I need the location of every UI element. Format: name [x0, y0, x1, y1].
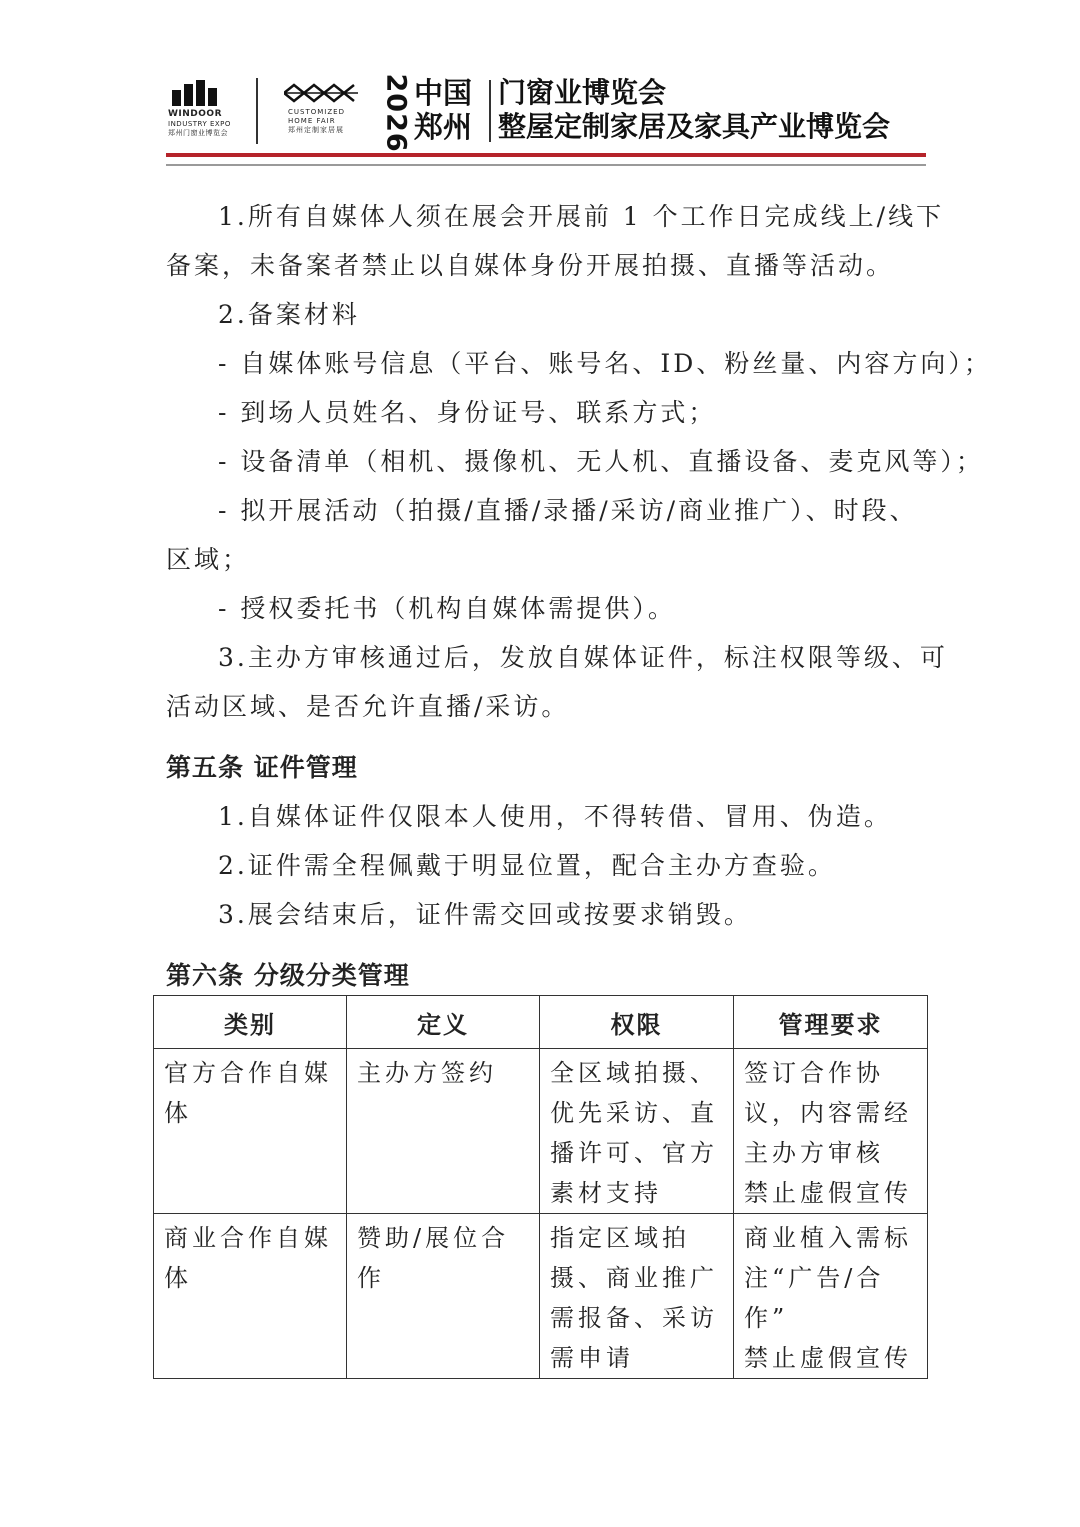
windoor-expo-logo — [168, 80, 231, 140]
column-header: 定义 — [347, 996, 540, 1049]
expo-title-line-1: 门窗业博览会 — [498, 76, 667, 109]
customized-home-fair-logo — [284, 82, 364, 142]
classification-table — [153, 995, 928, 1379]
section-6-heading: 第六条 分级分类管理 — [166, 961, 410, 990]
paragraph-line: 2.备案材料 — [218, 300, 360, 329]
list-item: - 到场人员姓名、身份证号、联系方式； — [218, 398, 717, 427]
header-divider — [256, 78, 258, 144]
paragraph-line: 3.主办方审核通过后，发放自媒体证件，标注权限等级、可 — [218, 643, 948, 672]
section-5-heading: 第五条 证件管理 — [166, 753, 358, 782]
table-header-row — [154, 996, 928, 1049]
column-header: 管理要求 — [734, 996, 928, 1049]
city-line-2: 郑州 — [414, 110, 473, 144]
table-cell: 签订合作协议，内容需经主办方审核 禁止虚假宣传 — [734, 1049, 928, 1214]
table-cell: 商业植入需标注“广告/合作” 禁止虚假宣传 — [734, 1214, 928, 1379]
table-cell: 主办方签约 — [347, 1049, 540, 1214]
document-body — [166, 192, 992, 1000]
header-gray-rule — [166, 164, 926, 166]
year-text: 2026 — [380, 73, 412, 153]
logo1-line3: 郑州门窗业博览会 — [168, 129, 228, 137]
table-cell: 全区域拍摄、优先采访、直播许可、官方素材支持 — [540, 1049, 734, 1214]
lattice-icon — [284, 82, 360, 104]
city-label — [414, 76, 472, 144]
column-header: 类别 — [154, 996, 347, 1049]
logo2-line3: 郑州定制家居展 — [288, 126, 344, 134]
logo1-line2: INDUSTRY EXPO — [168, 120, 231, 128]
logo2-line1: CUSTOMIZED — [288, 108, 345, 116]
table-row — [154, 1214, 928, 1379]
list-item: - 自媒体账号信息（平台、账号名、ID、粉丝量、内容方向）； — [218, 349, 992, 378]
building-icon — [172, 80, 218, 106]
table-cell: 指定区域拍摄、商业推广需报备、采访需申请 — [540, 1214, 734, 1379]
paragraph-line: 1.自媒体证件仅限本人使用，不得转借、冒用、伪造。 — [218, 802, 892, 831]
column-header: 权限 — [540, 996, 734, 1049]
table-cell: 赞助/展位合作 — [347, 1214, 540, 1379]
table-cell: 商业合作自媒体 — [154, 1214, 347, 1379]
list-item: - 设备清单（相机、摄像机、无人机、直播设备、麦克风等）； — [218, 447, 984, 476]
paragraph-line: 活动区域、是否允许直播/采访。 — [166, 692, 570, 721]
table-cell: 官方合作自媒体 — [154, 1049, 347, 1214]
paragraph-line: 1.所有自媒体人须在展会开展前 1 个工作日完成线上/线下 — [218, 202, 945, 231]
logo2-line2: HOME FAIR — [288, 117, 336, 125]
expo-title — [498, 76, 890, 144]
year-label — [380, 72, 412, 153]
paragraph-line: 3.展会结束后，证件需交回或按要求销毁。 — [218, 900, 752, 929]
paragraph-line: 2.证件需全程佩戴于明显位置，配合主办方查验。 — [218, 851, 836, 880]
table-row — [154, 1049, 928, 1214]
header-red-rule — [166, 153, 926, 157]
paragraph-line: 备案，未备案者禁止以自媒体身份开展拍摄、直播等活动。 — [166, 251, 895, 280]
list-item: - 拟开展活动（拍摄/直播/录播/采访/商业推广）、时段、 — [218, 496, 918, 525]
list-item: - 授权委托书（机构自媒体需提供）。 — [218, 594, 676, 623]
header-divider-2 — [489, 80, 491, 142]
logo1-line1: WINDOOR — [168, 109, 223, 119]
city-line-1: 中国 — [414, 76, 473, 110]
expo-title-line-2: 整屋定制家居及家具产业博览会 — [498, 110, 891, 143]
list-item-continuation: 区域； — [166, 545, 251, 574]
